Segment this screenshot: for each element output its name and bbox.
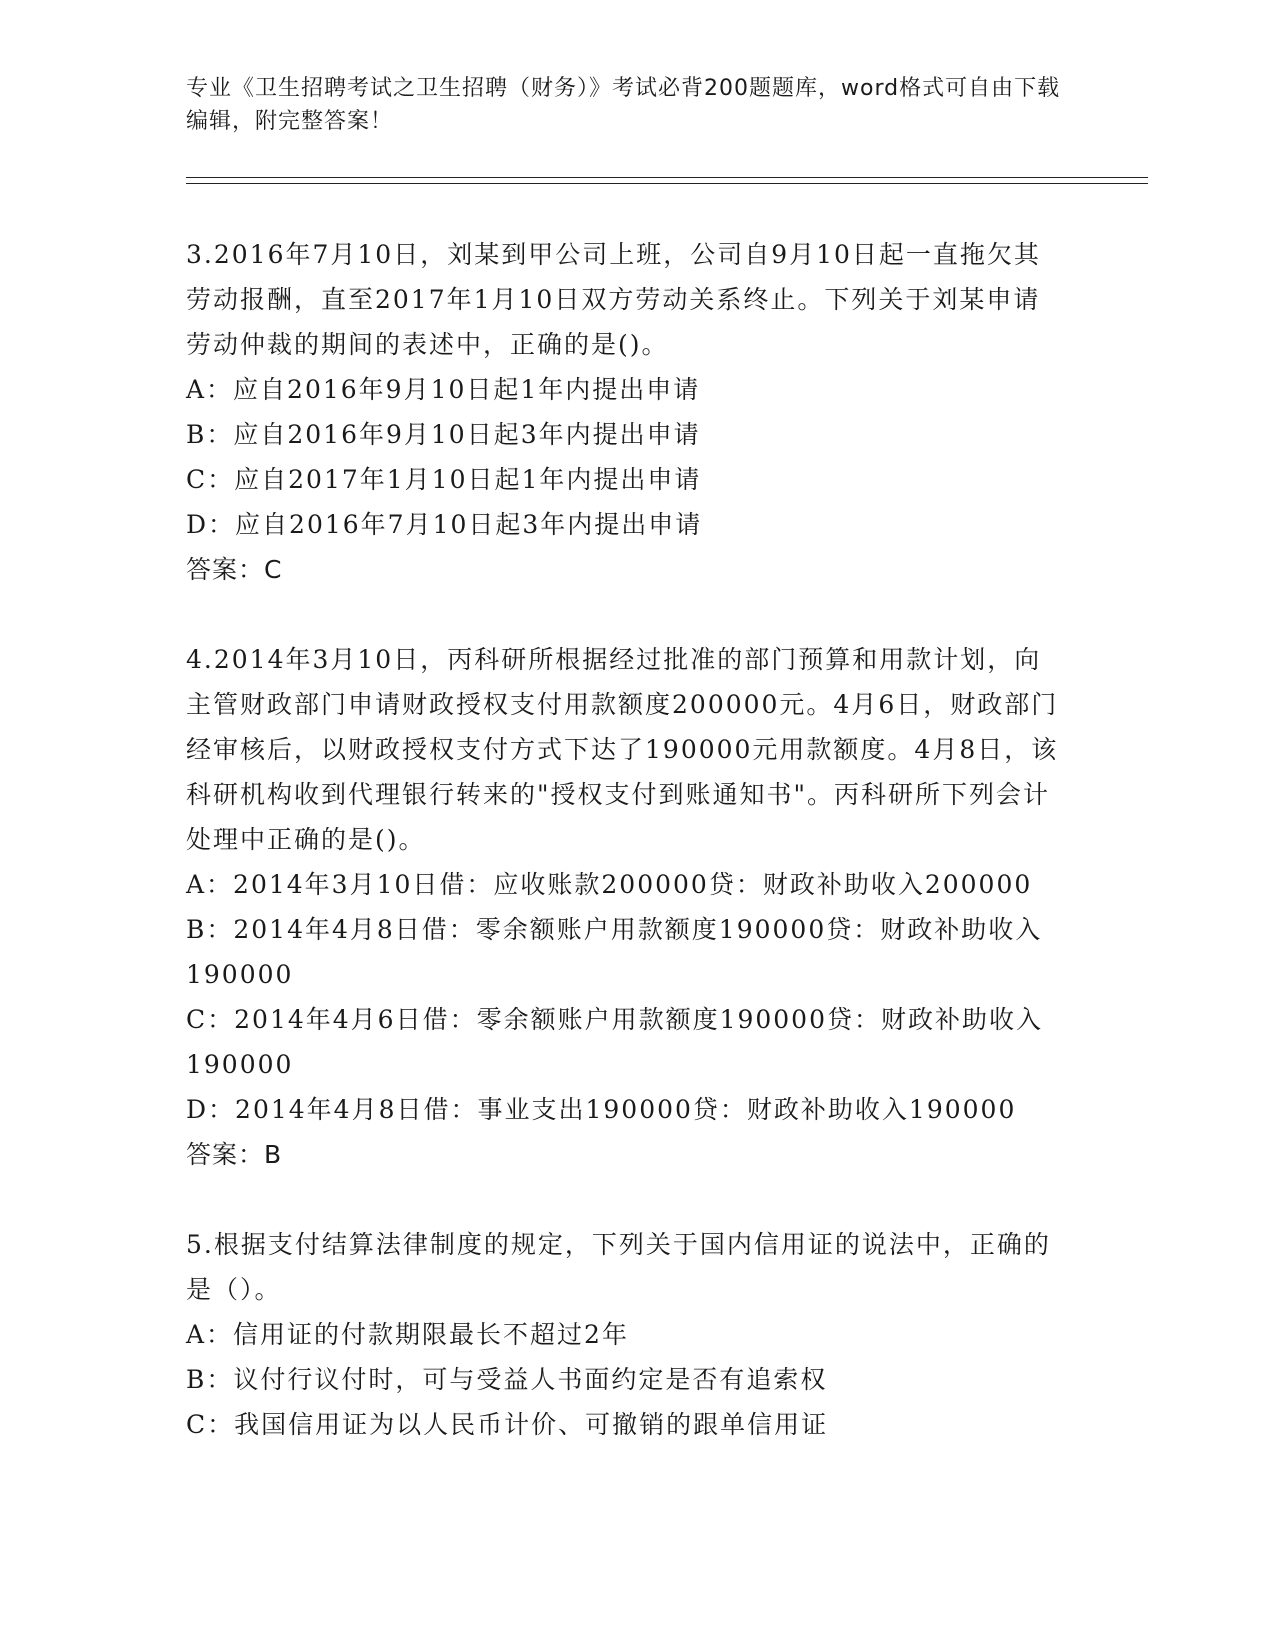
- question-4: [186, 637, 1066, 1177]
- question-list: [186, 232, 1066, 1492]
- question-stem: 5.根据支付结算法律制度的规定，下列关于国内信用证的说法中，正确的是（）。: [186, 1230, 1051, 1304]
- question-stem: 4.2014年3月10日，丙科研所根据经过批准的部门预算和用款计划，向主管财政部门申请财政授权支付用款额度200000元。4月6日，财政部门经审核后，以财政授权支付方式下达了190000元用款额度。4月8日，该科研机构收到代理银行转来的"授权支付到账通知书"。丙科研所下列会计处理中正确的是()。: [186, 645, 1059, 854]
- option-b: B：2014年4月8日借：零余额账户用款额度190000贷：财政补助收入190000: [186, 915, 1043, 989]
- option-a: A：2014年3月10日借：应收账款200000贷：财政补助收入200000: [186, 870, 1033, 899]
- answer-label: 答案：B: [186, 1140, 283, 1169]
- header-title: 专业《卫生招聘考试之卫生招聘（财务）》考试必背200题题库，word格式可自由下载编辑，附完整答案！: [186, 76, 1061, 134]
- document-header: [186, 72, 1066, 138]
- option-c: C：我国信用证为以人民币计价、可撤销的跟单信用证: [186, 1410, 829, 1439]
- answer-label: 答案：C: [186, 555, 283, 584]
- question-5: [186, 1222, 1066, 1447]
- option-b: B：应自2016年9月10日起3年内提出申请: [186, 420, 701, 449]
- header-divider-bottom: [186, 183, 1148, 184]
- question-stem: 3.2016年7月10日，刘某到甲公司上班，公司自9月10日起一直拖欠其劳动报酬，直至2017年1月10日双方劳动关系终止。下列关于刘某申请劳动仲裁的期间的表述中，正确的是()。: [186, 240, 1041, 359]
- question-3: [186, 232, 1066, 592]
- option-d: D：应自2016年7月10日起3年内提出申请: [186, 510, 703, 539]
- option-b: B：议付行议付时，可与受益人书面约定是否有追索权: [186, 1365, 828, 1394]
- option-a: A：信用证的付款期限最长不超过2年: [186, 1320, 629, 1349]
- option-a: A：应自2016年9月10日起1年内提出申请: [186, 375, 701, 404]
- option-d: D：2014年4月8日借：事业支出190000贷：财政补助收入190000: [186, 1095, 1017, 1124]
- option-c: C：应自2017年1月10日起1年内提出申请: [186, 465, 702, 494]
- header-divider-top: [186, 177, 1148, 178]
- option-c: C：2014年4月6日借：零余额账户用款额度190000贷：财政补助收入190000: [186, 1005, 1043, 1079]
